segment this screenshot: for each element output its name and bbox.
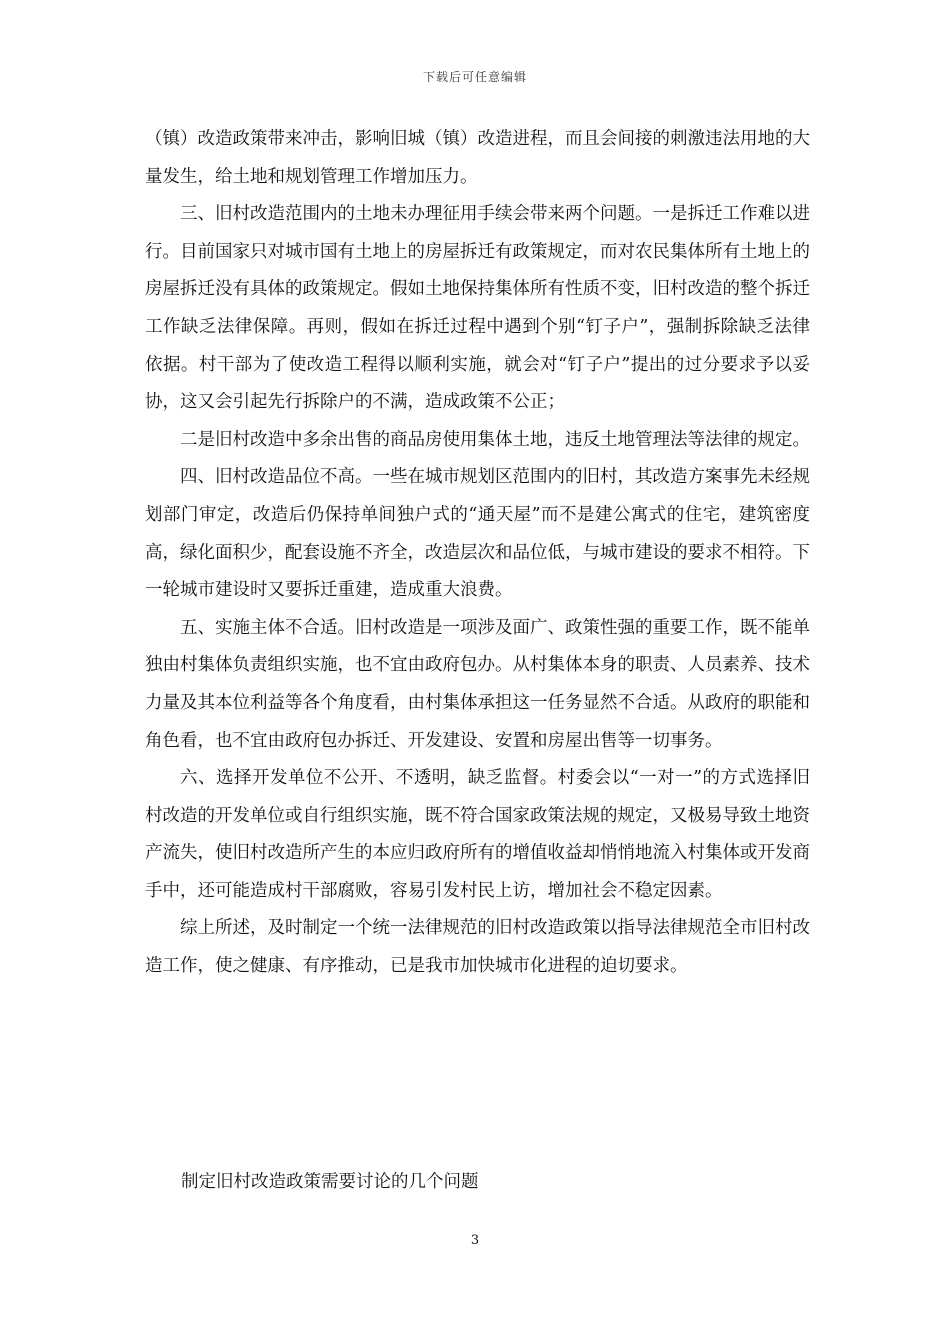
page-header: 下载后可任意编辑 bbox=[422, 70, 527, 84]
paragraph-summary: 综上所述，及时制定一个统一法律规范的旧村改造政策以指导法律规范全市旧村改造工作，使之健康、有序推动，已是我市加快城市化进程的迫切要求。 bbox=[145, 918, 810, 977]
paragraph-second-issue: 二是旧村改造中多余出售的商品房使用集体土地，违反土地管理法等法律的规定。 bbox=[180, 429, 810, 450]
paragraph-continuation: （镇）改造政策带来冲击，影响旧城（镇）改造进程，而且会间接的刺激违法用地的大量发生，给土地和规划管理工作增加压力。 bbox=[145, 129, 810, 187]
paragraph-section-three: 三、旧村改造范围内的土地未办理征用手续会带来两个问题。一是拆迁工作难以进行。目前国家只对城市国有土地上的房屋拆迁有政策规定，而对农民集体所有土地上的房屋拆迁没有具体的政策规定。假如土地保持集体所有性质不变，旧村改造的整个拆迁工作缺乏法律保障。再则，假如在拆迁过程中遇到个别“钉子户”，强制拆除缺乏法律依据。村干部为了使改造工程得以顺利实施，就会对“钉子户”提出的过分要求予以妥协，这又会引起先行拆除户的不满，造成政策不公正； bbox=[145, 204, 810, 413]
paragraph-section-four: 四、旧村改造品位不高。一些在城市规划区范围内的旧村，其改造方案事先未经规划部门审定，改造后仍保持单间独户式的“通天屋”而不是建公寓式的住宅，建筑密度高，绿化面积少，配套设施不齐全，改造层次和品位低，与城市建设的要求不相符。下一轮城市建设时又要拆迁重建，造成重大浪费。 bbox=[145, 467, 810, 601]
page-number: 3 bbox=[470, 1233, 480, 1248]
document-body bbox=[145, 121, 810, 986]
paragraph-section-five: 五、实施主体不合适。旧村改造是一项涉及面广、政策性强的重要工作，既不能单独由村集体负责组织实施，也不宜由政府包办。从村集体本身的职责、人员素养、技术力量及其本位利益等各个角度看，由村集体承担这一任务显然不合适。从政府的职能和角色看，也不宜由政府包办拆迁、开发建设、安置和房屋出售等一切事务。 bbox=[145, 617, 810, 751]
section-heading: 制定旧村改造政策需要讨论的几个问题 bbox=[181, 1172, 479, 1192]
paragraph-section-six: 六、选择开发单位不公开、不透明，缺乏监督。村委会以“一对一”的方式选择旧村改造的开发单位或自行组织实施，既不符合国家政策法规的规定，又极易导致土地资产流失，使旧村改造所产生的本应归政府所有的增值收益却悄悄地流入村集体或开发商手中，还可能造成村干部腐败，容易引发村民上访，增加社会不稳定因素。 bbox=[145, 768, 810, 901]
